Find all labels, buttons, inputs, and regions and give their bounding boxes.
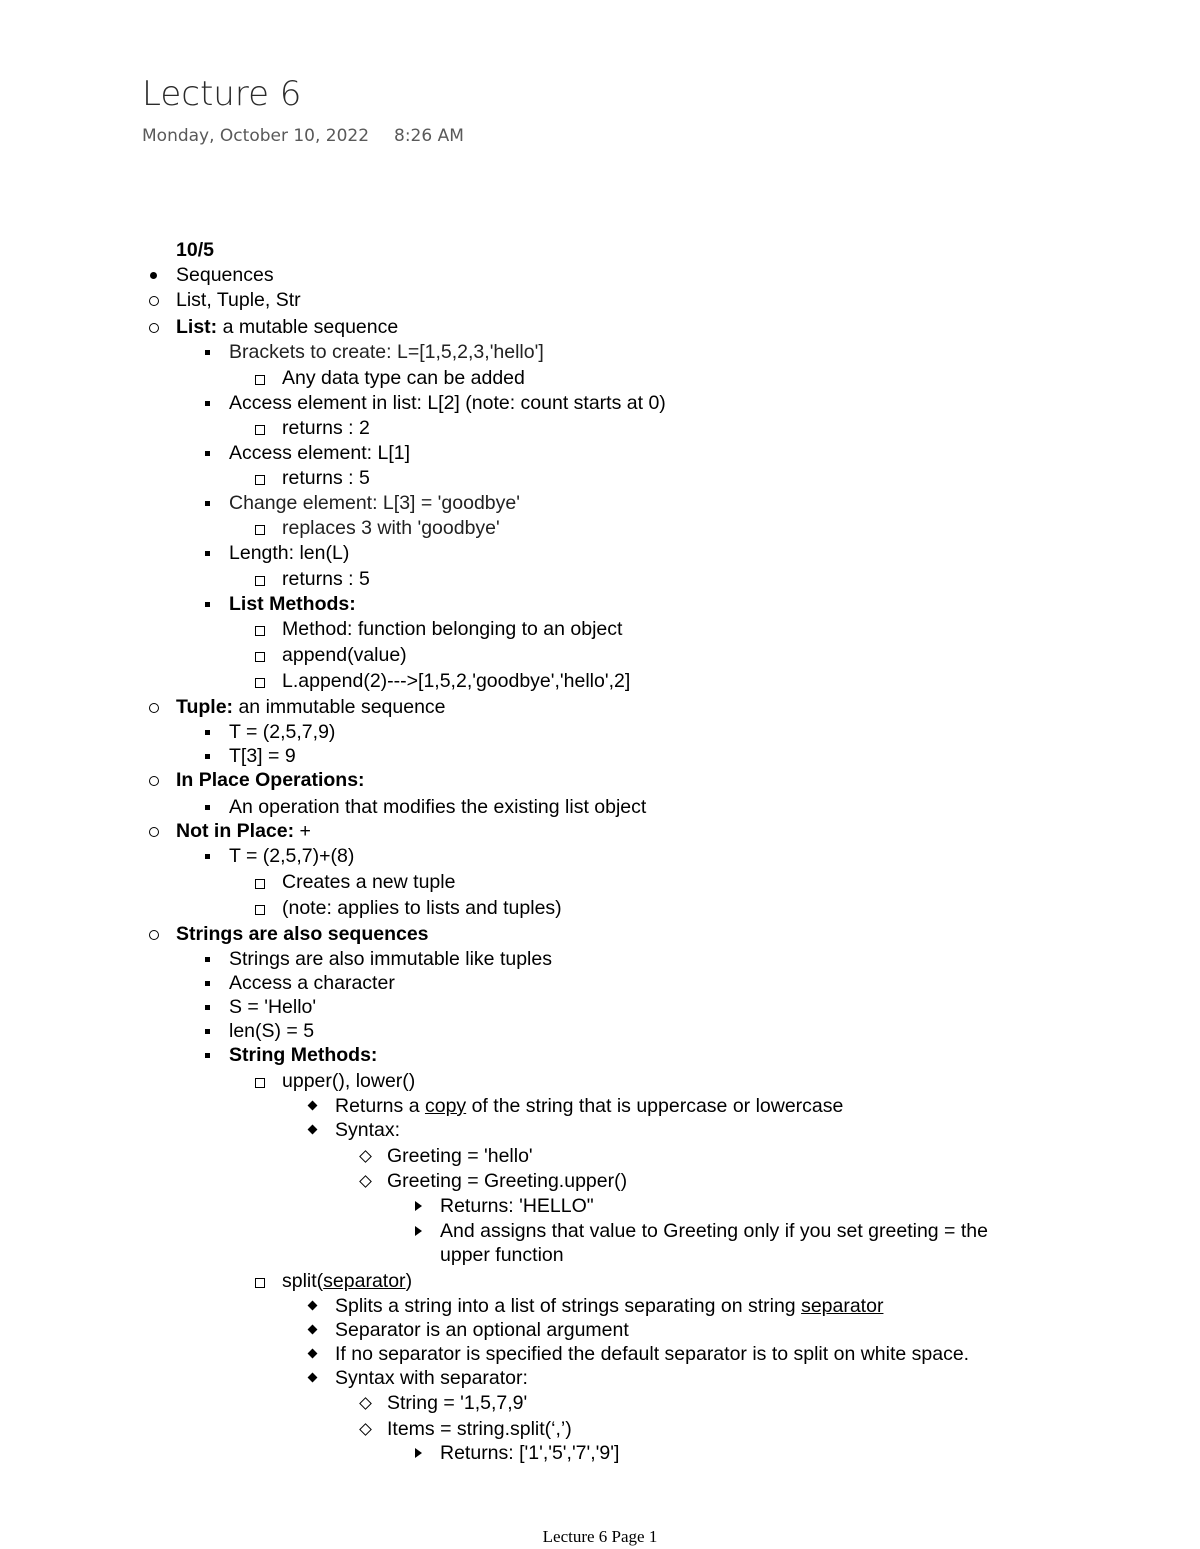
bullet-hollow-square-icon	[254, 366, 274, 390]
list-item-bold: Tuple:	[176, 696, 234, 718]
bullet-circle-icon	[148, 695, 168, 719]
list-item-replaces	[254, 516, 500, 540]
bullet-square-icon	[202, 744, 222, 768]
bullet-hollow-square-icon	[254, 416, 274, 440]
list-item-t-index	[202, 744, 296, 768]
underlined-word: separator	[801, 1295, 884, 1317]
bullet-triangle-icon	[413, 1441, 433, 1465]
list-item-access-in-list	[202, 391, 666, 415]
list-item-label: Sequences	[176, 264, 274, 286]
list-item-label: T = (2,5,7,9)	[229, 721, 336, 743]
bullet-hollow-square-icon	[254, 1269, 274, 1293]
list-item-syntax-sep	[307, 1366, 528, 1390]
list-item-label: Strings are also sequences	[176, 923, 429, 945]
list-item-brackets	[202, 340, 544, 364]
list-item-label: Greeting = Greeting.upper()	[387, 1170, 628, 1192]
bullet-hollow-diamond-icon	[359, 1417, 379, 1441]
list-item-label: L.append(2)--->[1,5,2,'goodbye','hello',2]	[282, 670, 631, 692]
list-item-returns-5b	[254, 567, 370, 591]
bullet-hollow-square-icon	[254, 669, 274, 693]
bullet-hollow-square-icon	[254, 617, 274, 641]
list-item-label: (note: applies to lists and tuples)	[282, 897, 562, 919]
bullet-hollow-square-icon	[254, 516, 274, 540]
list-item-applies	[254, 896, 562, 920]
list-item-label: String = '1,5,7,9'	[387, 1392, 528, 1414]
list-item-label: Syntax with separator:	[335, 1367, 528, 1389]
bullet-diamond-icon	[307, 1094, 327, 1118]
list-item-label: len(S) = 5	[229, 1020, 315, 1042]
list-item-in-place-def	[202, 795, 646, 819]
list-item-label: append(value)	[282, 644, 407, 666]
list-item-splits	[307, 1294, 883, 1318]
list-item-string-def	[359, 1391, 527, 1415]
list-item-list	[148, 315, 398, 339]
list-item-access-char	[202, 971, 395, 995]
bullet-square-icon	[202, 541, 222, 565]
list-item-t-def	[202, 720, 335, 744]
list-item-label: returns : 5	[282, 568, 370, 590]
bullet-square-icon	[202, 340, 222, 364]
list-item-label: Length: len(L)	[229, 542, 350, 564]
bullet-triangle-icon	[413, 1194, 433, 1218]
list-item-label: List Methods:	[229, 593, 356, 615]
list-item-label: In Place Operations:	[176, 769, 365, 791]
page-title: Lecture 6	[142, 74, 302, 114]
list-item-label: replaces 3 with 'goodbye'	[282, 517, 500, 539]
list-item-greeting-upper	[359, 1169, 627, 1193]
bullet-circle-icon	[148, 288, 168, 312]
list-item-label: T[3] = 9	[229, 745, 296, 767]
list-item-returns-list	[413, 1441, 619, 1465]
bullet-square-icon	[202, 1019, 222, 1043]
list-item-t-concat	[202, 844, 354, 868]
list-item-method-def	[254, 617, 622, 641]
list-item-label: returns : 2	[282, 417, 370, 439]
list-item-label: upper(), lower()	[282, 1070, 416, 1092]
list-item-label: String Methods:	[229, 1044, 378, 1066]
bullet-square-icon	[202, 947, 222, 971]
list-item-s-def	[202, 995, 316, 1019]
bullet-circle-icon	[148, 315, 168, 339]
list-item-bold: Not in Place:	[176, 820, 295, 842]
list-item-assigns-cont	[440, 1243, 564, 1267]
list-item-list-tuple-str	[148, 288, 301, 312]
bullet-hollow-square-icon	[254, 643, 274, 667]
bullet-hollow-square-icon	[254, 896, 274, 920]
list-item-label: Greeting = 'hello'	[387, 1145, 533, 1167]
bullet-circle-icon	[148, 768, 168, 792]
list-item-label: Any data type can be added	[282, 367, 525, 389]
bullet-diamond-icon	[307, 1318, 327, 1342]
list-item-append-example	[254, 669, 630, 693]
list-item-label: If no separator is specified the default separator is to split on white space.	[335, 1343, 970, 1365]
list-item-returns-hello	[413, 1194, 594, 1218]
list-item-label: And assigns that value to Greeting only if you set greeting = the	[440, 1220, 988, 1242]
list-item-strings-immutable	[202, 947, 552, 971]
bullet-circle-icon	[148, 819, 168, 843]
list-item-access-element	[202, 441, 410, 465]
list-item-bold: List:	[176, 316, 218, 338]
list-item-label: Separator is an optional argument	[335, 1319, 629, 1341]
bullet-diamond-icon	[307, 1294, 327, 1318]
list-item-not-in-place	[148, 819, 311, 843]
list-item-change-element	[202, 491, 520, 515]
bullet-square-icon	[202, 844, 222, 868]
list-item-label: Access element in list: L[2] (note: count starts at 0)	[229, 392, 666, 414]
list-item-optional	[307, 1318, 629, 1342]
list-item-label: returns : 5	[282, 467, 370, 489]
list-item-items	[359, 1417, 572, 1441]
list-item-sequences	[148, 263, 274, 287]
list-item-strings	[148, 922, 429, 946]
bullet-hollow-diamond-icon	[359, 1169, 379, 1193]
list-item-label: Change element: L[3] = 'goodbye'	[229, 492, 520, 514]
list-item-label: Method: function belonging to an object	[282, 618, 623, 640]
list-item-label: List, Tuple, Str	[176, 289, 301, 311]
bullet-diamond-icon	[307, 1118, 327, 1142]
list-item-default	[307, 1342, 969, 1366]
bullet-square-icon	[202, 720, 222, 744]
list-item-label: split(	[282, 1270, 324, 1292]
list-item-tuple	[148, 695, 446, 719]
list-item-label: Returns: 'HELLO"	[440, 1195, 594, 1217]
bullet-square-icon	[202, 1043, 222, 1067]
list-item-greeting-hello	[359, 1144, 533, 1168]
bullet-square-icon	[202, 441, 222, 465]
underlined-word: separator	[323, 1270, 406, 1292]
list-item-label: S = 'Hello'	[229, 996, 317, 1018]
list-item-split	[254, 1269, 412, 1293]
list-item-label: upper function	[440, 1244, 564, 1266]
bullet-hollow-diamond-icon	[359, 1391, 379, 1415]
list-item-returns-2	[254, 416, 370, 440]
bullet-dot-icon	[148, 263, 168, 287]
list-item-append	[254, 643, 407, 667]
notes-heading-text: 10/5	[176, 239, 214, 261]
bullet-diamond-icon	[307, 1342, 327, 1366]
bullet-square-icon	[202, 592, 222, 616]
list-item-len-s	[202, 1019, 314, 1043]
bullet-square-icon	[202, 491, 222, 515]
bullet-triangle-icon	[413, 1219, 433, 1243]
list-item-label: an immutable sequence	[233, 696, 446, 718]
list-item-label: Items = string.split(‘,’)	[387, 1418, 572, 1440]
list-item-label: T = (2,5,7)+(8)	[229, 845, 355, 867]
list-item-new-tuple	[254, 870, 455, 894]
bullet-hollow-square-icon	[254, 567, 274, 591]
list-item-label: +	[294, 820, 311, 842]
page-date: Monday, October 10, 2022	[142, 126, 370, 146]
list-item-label: Access element: L[1]	[229, 442, 411, 464]
list-item-returns-5a	[254, 466, 370, 490]
list-item-assigns	[413, 1219, 988, 1243]
bullet-diamond-icon	[307, 1366, 327, 1390]
list-item-label: Syntax:	[335, 1119, 401, 1141]
page-footer: Lecture 6 Page 1	[542, 1527, 658, 1546]
bullet-square-icon	[202, 391, 222, 415]
list-item-label: Access a character	[229, 972, 395, 994]
list-item-length	[202, 541, 349, 565]
underlined-word: copy	[424, 1095, 467, 1117]
bullet-square-icon	[202, 971, 222, 995]
list-item-any-data	[254, 366, 525, 390]
list-item-label: a mutable sequence	[217, 316, 399, 338]
list-item-label: Creates a new tuple	[282, 871, 456, 893]
list-item-list-methods	[202, 592, 356, 616]
list-item-in-place	[148, 768, 365, 792]
list-item-label: Brackets to create: L=[1,5,2,3,'hello']	[229, 341, 544, 363]
bullet-hollow-square-icon	[254, 870, 274, 894]
bullet-hollow-square-icon	[254, 466, 274, 490]
bullet-square-icon	[202, 795, 222, 819]
list-item-string-methods	[202, 1043, 377, 1067]
bullet-hollow-square-icon	[254, 1069, 274, 1093]
list-item-syntax	[307, 1118, 400, 1142]
bullet-square-icon	[202, 995, 222, 1019]
bullet-circle-icon	[148, 922, 168, 946]
list-item-label: of the string that is uppercase or lowercase	[466, 1095, 844, 1117]
list-item-upper-lower	[254, 1069, 415, 1093]
list-item-label: Returns a	[335, 1095, 425, 1117]
list-item-returns-copy	[307, 1094, 843, 1118]
list-item-label: )	[405, 1270, 413, 1292]
bullet-hollow-diamond-icon	[359, 1144, 379, 1168]
list-item-label: An operation that modifies the existing list object	[229, 796, 647, 818]
list-item-label: Returns: ['1','5','7','9']	[440, 1442, 620, 1464]
page-time: 8:26 AM	[394, 126, 464, 146]
list-item-label: Splits a string into a list of strings separating on string	[335, 1295, 802, 1317]
list-item-label: Strings are also immutable like tuples	[229, 948, 552, 970]
notes-heading	[176, 238, 214, 262]
